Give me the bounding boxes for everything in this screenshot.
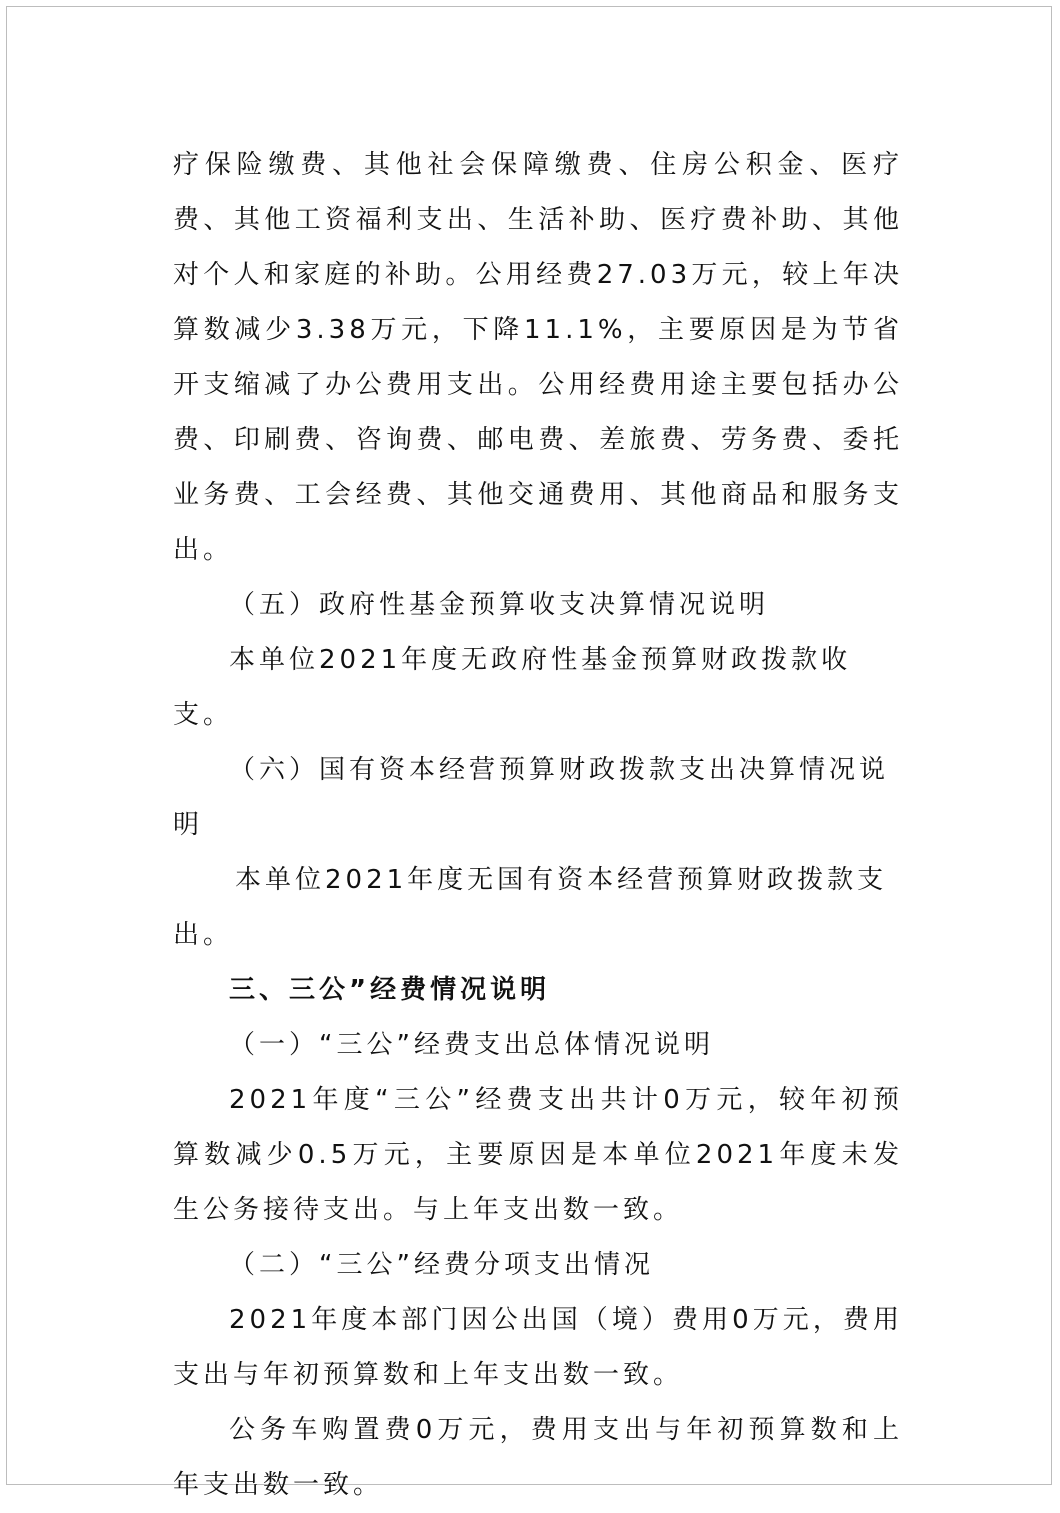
paragraph-government-fund-budget: 本单位2021年度无政府性基金预算财政拨款收支。: [173, 645, 852, 730]
heading-three-public-itemized: （二）“三公”经费分项支出情况: [229, 1250, 654, 1280]
heading-government-fund-budget: （五）政府性基金预算收支决算情况说明: [229, 590, 770, 620]
paragraph-vehicle-purchase: 公务车购置费0万元，费用支出与年初预算数和上年支出数一致。: [173, 1415, 903, 1500]
paragraph-public-expenses: 疗保险缴费、其他社会保障缴费、住房公积金、医疗费、其他工资福利支出、生活补助、医疗费补助、其他对个人和家庭的补助。公用经费27.03万元，较上年决算数减少3.38万元，下降11.1%，主要原因是为节省开支缩减了办公费用支出。公用经费用途主要包括办公费、印刷费、咨询费、邮电费、差旅费、劳务费、委托业务费、工会经费、其他交通费用、其他商品和服务支出。: [173, 150, 903, 565]
paragraph-state-capital-budget: 本单位2021年度无国有资本经营预算财政拨款支出。: [173, 865, 888, 950]
paragraph-overseas-travel: 2021年度本部门因公出国（境）费用0万元，费用支出与年初预算数和上年支出数一致。: [173, 1305, 903, 1390]
heading-three-public-expenses: 三、三公”经费情况说明: [229, 975, 551, 1005]
paragraph-three-public-overall: 2021年度“三公”经费支出共计0万元，较年初预算数减少0.5万元，主要原因是本单位2021年度未发生公务接待支出。与上年支出数一致。: [173, 1085, 903, 1225]
document-page: [6, 6, 1052, 1500]
heading-three-public-overall: （一）“三公”经费支出总体情况说明: [229, 1030, 714, 1060]
heading-state-capital-budget: （六）国有资本经营预算财政拨款支出决算情况说明: [173, 755, 890, 840]
page-body: [173, 138, 903, 1513]
